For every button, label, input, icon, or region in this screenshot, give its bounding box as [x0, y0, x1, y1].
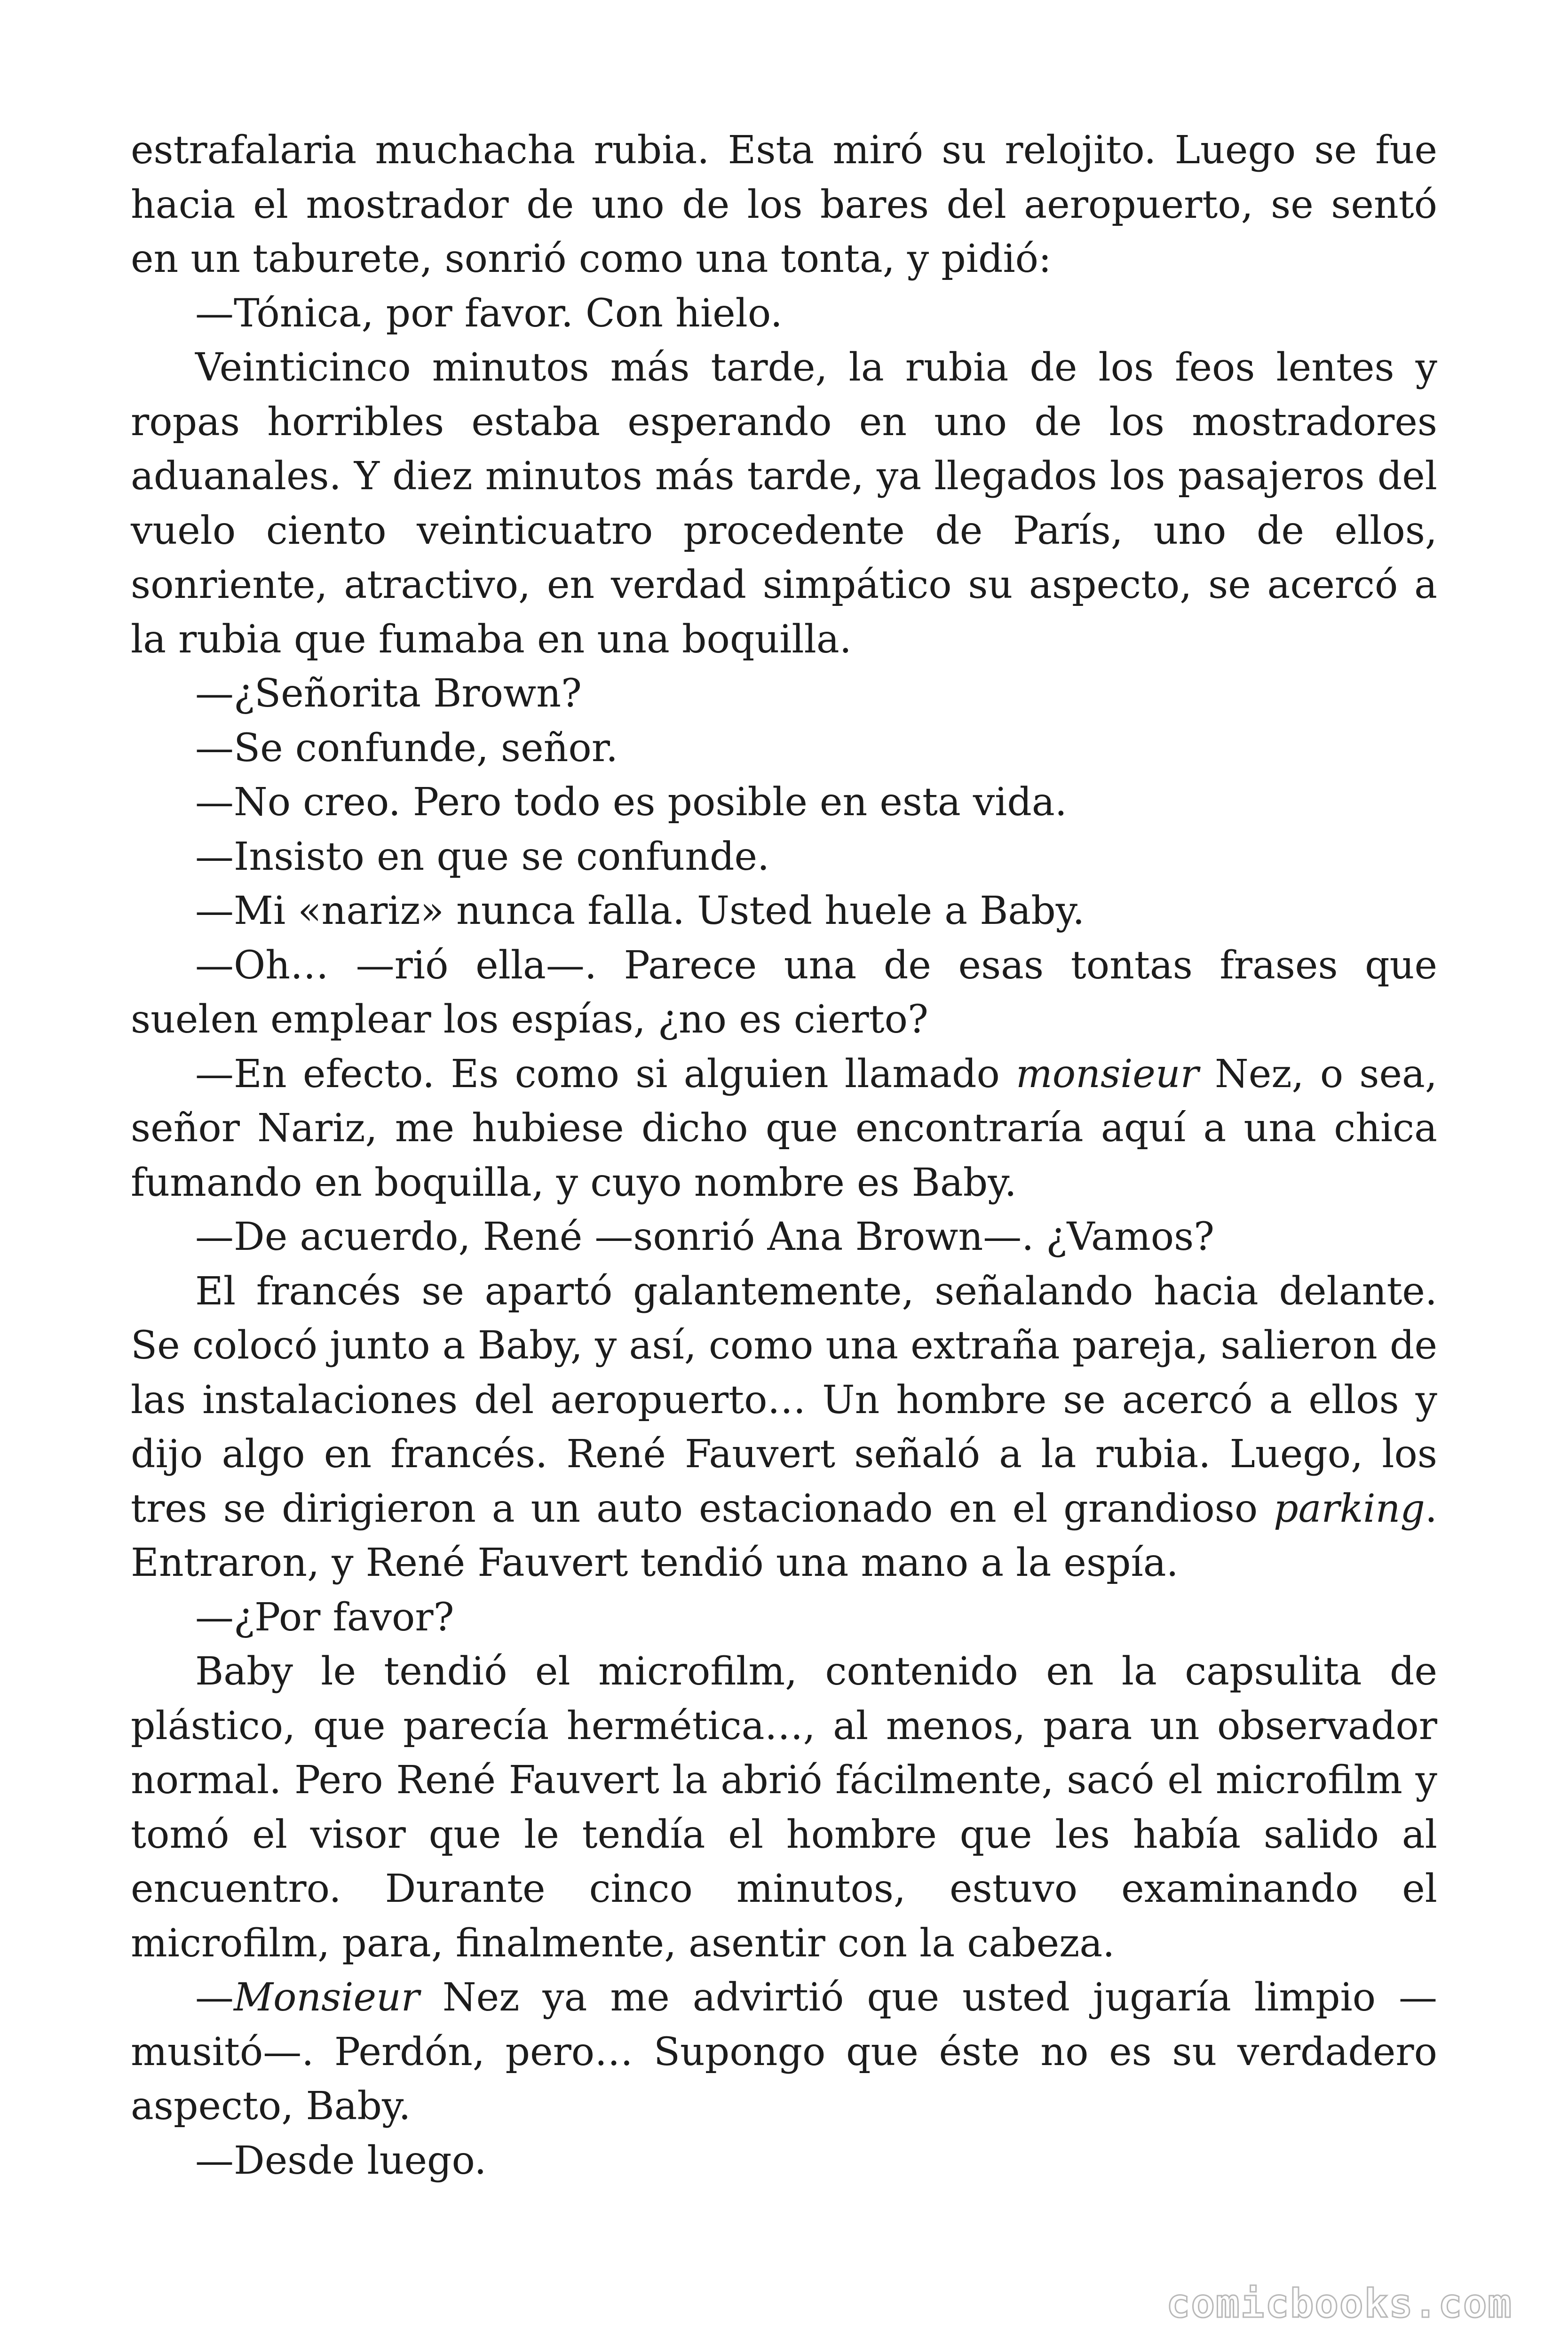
- paragraph: [131, 1645, 1437, 1971]
- text-run: —De acuerdo, René —sonrió Ana Brown—. ¿Vamos?: [195, 1215, 1215, 1259]
- paragraph: [131, 1210, 1437, 1264]
- paragraph: [131, 1264, 1437, 1590]
- italic-text: monsieur: [1016, 1051, 1199, 1097]
- italic-text: Monsieur: [234, 1975, 420, 2020]
- paragraph: [131, 884, 1437, 938]
- paragraph: [131, 721, 1437, 776]
- paragraph: [131, 123, 1437, 286]
- text-run: —No creo. Pero todo es posible en esta vida.: [195, 780, 1067, 825]
- text-run: Veinticinco minutos más tarde, la rubia de los feos lentes y ropas horribles estaba esperando en uno de los mostradores aduanales. Y diez minutos más tarde, ya llegados los pasajeros del vuelo ciento veinticuatro procedente de París, uno de ellos, sonriente, atractivo, en verdad simpático su aspecto, se acercó a la rubia que fumaba en una boquilla.: [131, 345, 1437, 662]
- paragraph: [131, 286, 1437, 341]
- text-run: —Mi «nariz» nunca falla. Usted huele a Baby.: [195, 889, 1085, 933]
- text-run: estrafalaria muchacha rubia. Esta miró su relojito. Luego se fue hacia el mostrador de uno de los bares del aeropuerto, se sentó en un taburete, sonrió como una tonta, y pidió:: [131, 128, 1437, 281]
- paragraph: [131, 1590, 1437, 1645]
- watermark: comicbooks.com: [1166, 2280, 1513, 2327]
- paragraph: [131, 775, 1437, 830]
- text-run: —En efecto. Es como si alguien llamado: [195, 1051, 1016, 1097]
- text-run: —¿Por favor?: [195, 1595, 454, 1640]
- text-run: Nez, o sea, señor Nariz, me hubiese dicho que encontraría aquí a una chica fumando en boquilla, y cuyo nombre es Baby.: [131, 1051, 1437, 1205]
- text-run: —Se confunde, señor.: [195, 725, 618, 771]
- text-run: —Tónica, por favor. Con hielo.: [195, 291, 783, 336]
- text-run: —¿Señorita Brown?: [195, 671, 582, 716]
- paragraph: [131, 2134, 1437, 2188]
- paragraph: [131, 830, 1437, 884]
- paragraph: [131, 667, 1437, 721]
- text-run: Baby le tendió el microfilm, contenido en la capsulita de plástico, que parecía hermética…, al menos, para un observador normal. Pero René Fauvert la abrió fácilmente, sacó el microfilm y tomó el visor que le tendía el hombre que les había salido al encuentro. Durante cinco minutos, estuvo examinando el microfilm, para, finalmente, asentir con la cabeza.: [131, 1649, 1437, 1966]
- text-run: —: [195, 1975, 234, 2020]
- text-run: El francés se apartó galantemente, señalando hacia delante. Se colocó junto a Baby, y así, como una extraña pareja, salieron de las instalaciones del aeropuerto… Un hombre se acercó a ellos y dijo algo en francés. René Fauvert señaló a la rubia. Luego, los tres se dirigieron a un auto estacionado en el grandioso: [131, 1269, 1437, 1531]
- text-run: Nez ya me advirtió que usted jugaría limpio —musitó—. Perdón, pero… Supongo que éste no es su verdadero aspecto, Baby.: [131, 1975, 1437, 2129]
- body-text: [131, 123, 1437, 2188]
- text-run: . Entraron, y René Fauvert tendió una mano a la espía.: [131, 1486, 1437, 1585]
- italic-text: parking: [1274, 1486, 1425, 1531]
- text-run: —Oh… —rió ella—. Parece una de esas tontas frases que suelen emplear los espías, ¿no es cierto?: [131, 943, 1437, 1042]
- paragraph: [131, 1047, 1437, 1210]
- text-run: —Insisto en que se confunde.: [195, 834, 770, 879]
- paragraph: [131, 1971, 1437, 2134]
- text-run: —Desde luego.: [195, 2138, 487, 2183]
- paragraph: [131, 938, 1437, 1047]
- paragraph: [131, 341, 1437, 667]
